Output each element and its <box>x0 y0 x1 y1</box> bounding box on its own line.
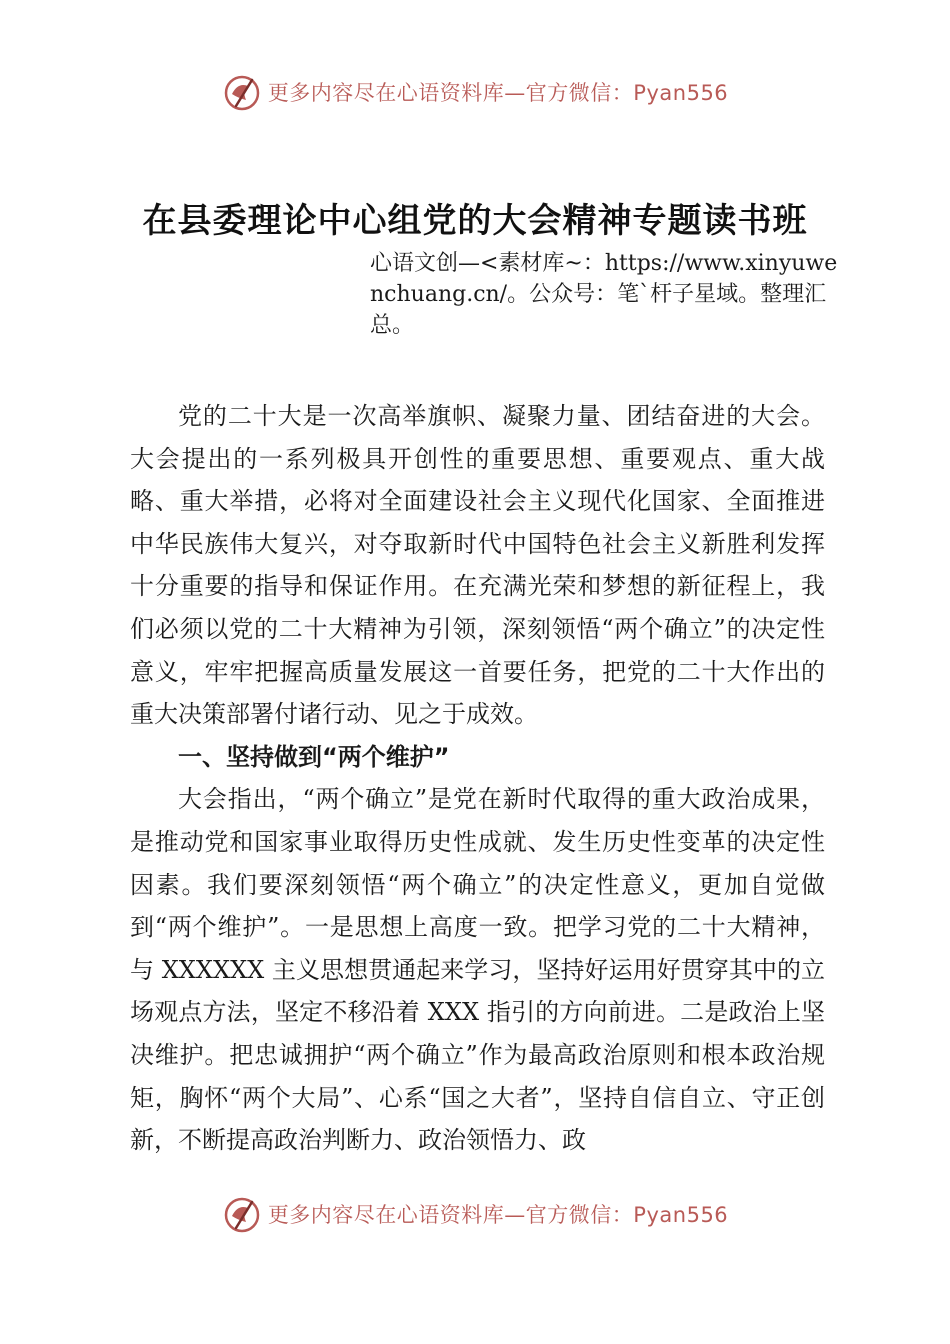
footer-banner-text: 更多内容尽在心语资料库—官方微信：Pyan556 <box>267 1203 729 1227</box>
paragraph: 党的二十大是一次高举旗帜、凝聚力量、团结奋进的大会。大会提出的一系列极具开创性的重要思想、重要观点、重大战略、重大举措，必将对全面建设社会主义现代化国家、全面推进中华民族伟大复兴，对夺取新时代中国特色社会主义新胜利发挥十分重要的指导和保证作用。在充满光荣和梦想的新征程上，我们必须以党的二十大精神为引领，深刻领悟“两个确立”的决定性意义，牢牢把握高质量发展这一首要任务，把党的二十大作出的重大决策部署付诸行动、见之于成效。 <box>130 402 825 729</box>
brand-logo-icon <box>222 1194 262 1234</box>
paragraph: 大会指出，“两个确立”是党在新时代取得的重大政治成果，是推动党和国家事业取得历史性成就、发生历史性变革的决定性因素。我们要深刻领悟“两个确立”的决定性意义，更加自觉做到“两个维护”。一是思想上高度一致。把学习党的二十大精神，与 XXXXXX 主义思想贯通起来学习，坚持好运用好贯穿其中的立场观点方法，坚定不移沿着 XXX 指引的方向前进。二是政治上坚决维护。把忠诚拥护“两个确立”作为最高政治原则和根本政治规矩，胸怀“两个大局”、心系“国之大者”，坚持自信自立、守正创新，不断提高政治判断力、政治领悟力、政 <box>130 785 825 1155</box>
header-banner-text: 更多内容尽在心语资料库—官方微信：Pyan556 <box>267 81 729 105</box>
document-body <box>130 395 825 1162</box>
header-banner <box>0 70 950 114</box>
source-note: 心语文创—<素材库~：https://www.xinyuwenchuang.cn/。公众号：笔`杆子星域。整理汇总。 <box>370 251 838 338</box>
brand-logo-icon <box>222 72 262 112</box>
document-title: 在县委理论中心组党的大会精神专题读书班 <box>142 201 808 241</box>
section-heading: 一、坚持做到“两个维护” <box>178 742 450 771</box>
footer-banner <box>0 1192 950 1236</box>
